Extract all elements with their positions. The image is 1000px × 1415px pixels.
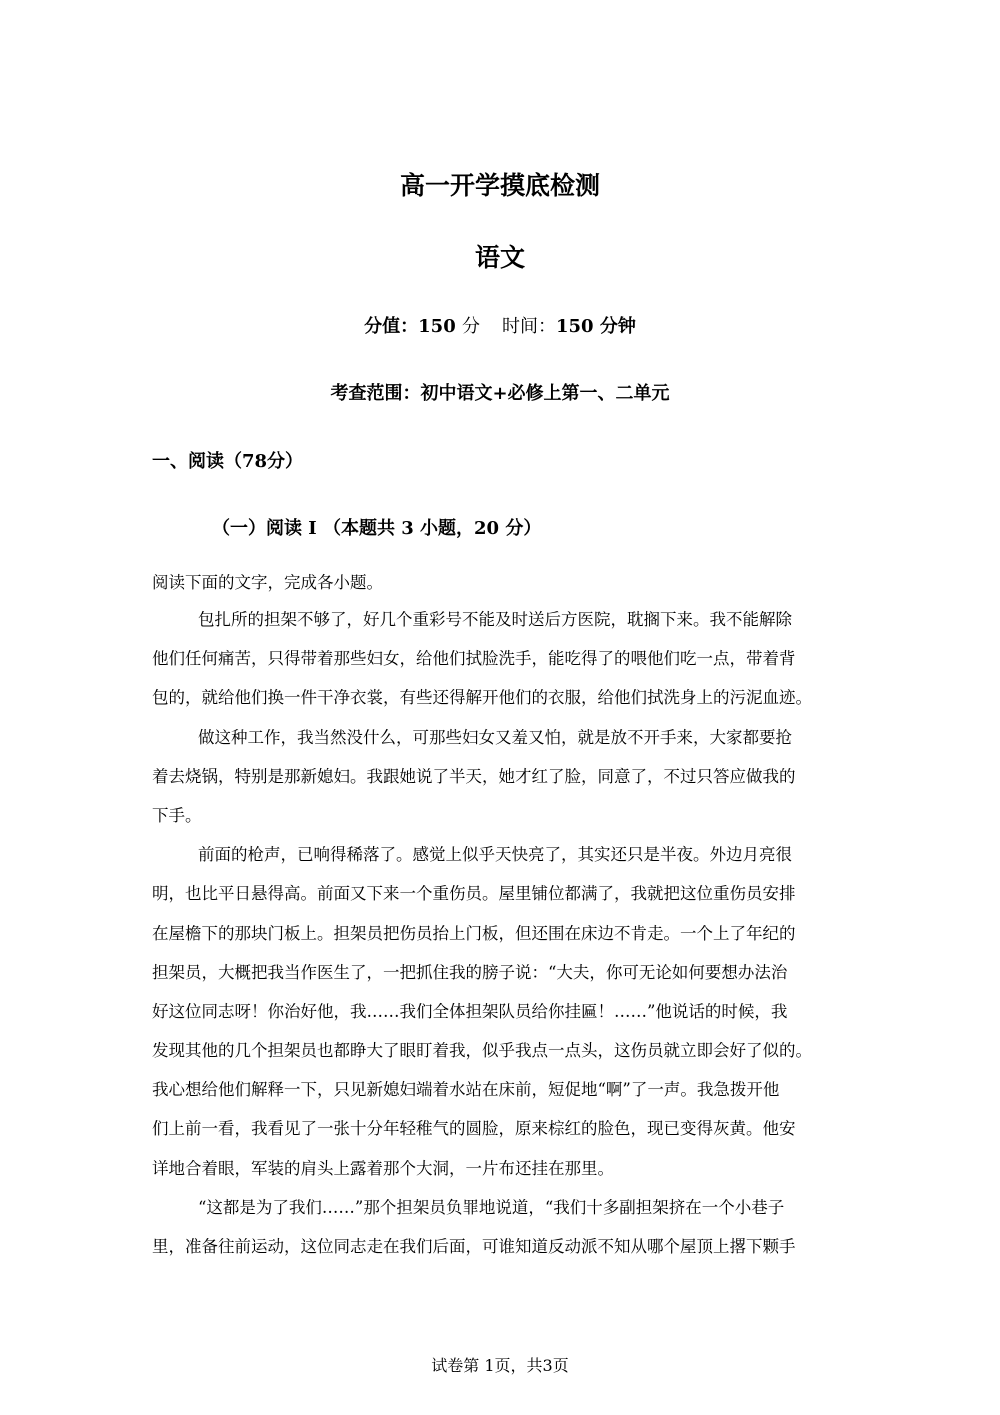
passage-line: 明，也比平日悬得高。前面又下来一个重伤员。屋里铺位都满了，我就把这位重伤员安排 (152, 884, 796, 904)
sub-section-heading: （一）阅读 I （本题共 3 小题，20 分） (212, 518, 542, 539)
passage-line: 下手。 (152, 805, 202, 825)
exam-subject: 语文 (474, 243, 525, 272)
passage-line: 前面的枪声，已响得稀落了。感觉上似乎天快亮了，其实还只是半夜。外边月亮很 (198, 845, 792, 865)
reading-passage (152, 605, 852, 1271)
passage-line: “这都是为了我们……”那个担架员负罪地说道，“我们十多副担架挤在一个小巷子 (198, 1197, 785, 1217)
exam-scope: 考查范围：初中语文+必修上第一、二单元 (330, 383, 670, 404)
score-unit: 分 (462, 316, 480, 337)
passage-line: 发现其他的几个担架员也都睁大了眼盯着我，似乎我点一点头，这伤员就立即会好了似的。 (152, 1041, 812, 1061)
passage-line: 我心想给他们解释一下，只见新媳妇端着水站在床前，短促地“啊”了一声。我急拨开他 (152, 1080, 780, 1100)
page-footer: 试卷第 1页，共3页 (431, 1356, 569, 1375)
section-heading: 一、阅读（78分） (152, 451, 304, 472)
time-value: 150 (556, 316, 594, 337)
time-label: 时间： (502, 316, 556, 337)
score-value: 150 (418, 316, 456, 337)
time-unit: 分钟 (599, 316, 636, 337)
passage-line: 担架员，大概把我当作医生了，一把抓住我的膀子说：“大夫，你可无论如何要想办法治 (152, 962, 788, 982)
exam-meta (0, 312, 1000, 342)
passage-line: 他们任何痛苦，只得带着那些妇女，给他们拭脸洗手，能吃得了的喂他们吃一点，带着背 (152, 649, 796, 669)
passage-line: 详地合着眼，军装的肩头上露着那个大洞，一片布还挂在那里。 (152, 1158, 614, 1178)
reading-instruction: 阅读下面的文字，完成各小题。 (152, 573, 383, 592)
exam-title: 高一开学摸底检测 (399, 171, 600, 200)
passage-line: 做这种工作，我当然没什么，可那些妇女又羞又怕，就是放不开手来，大家都要抢 (198, 727, 792, 747)
passage-line: 包扎所的担架不够了，好几个重彩号不能及时送后方医院，耽搁下来。我不能解除 (198, 610, 792, 629)
passage-line: 在屋檐下的那块门板上。担架员把伤员抬上门板，但还围在床边不肯走。一个上了年纪的 (152, 923, 796, 943)
passage-line: 们上前一看，我看见了一张十分年轻稚气的圆脸，原来棕红的脸色，现已变得灰黄。他安 (152, 1119, 796, 1139)
passage-line: 里，准备往前运动，这位同志走在我们后面，可谁知道反动派不知从哪个屋顶上撂下颗手 (152, 1237, 796, 1256)
passage-line: 包的，就给他们换一件干净衣裳，有些还得解开他们的衣服，给他们拭洗身上的污泥血迹。 (152, 688, 812, 708)
passage-line: 着去烧锅，特别是那新媳妇。我跟她说了半天，她才红了脸，同意了，不过只答应做我的 (152, 766, 796, 786)
score-label: 分值： (364, 316, 419, 337)
passage-line: 好这位同志呀！你治好他，我……我们全体担架队员给你挂匾！……”他说话的时候，我 (152, 1001, 788, 1021)
